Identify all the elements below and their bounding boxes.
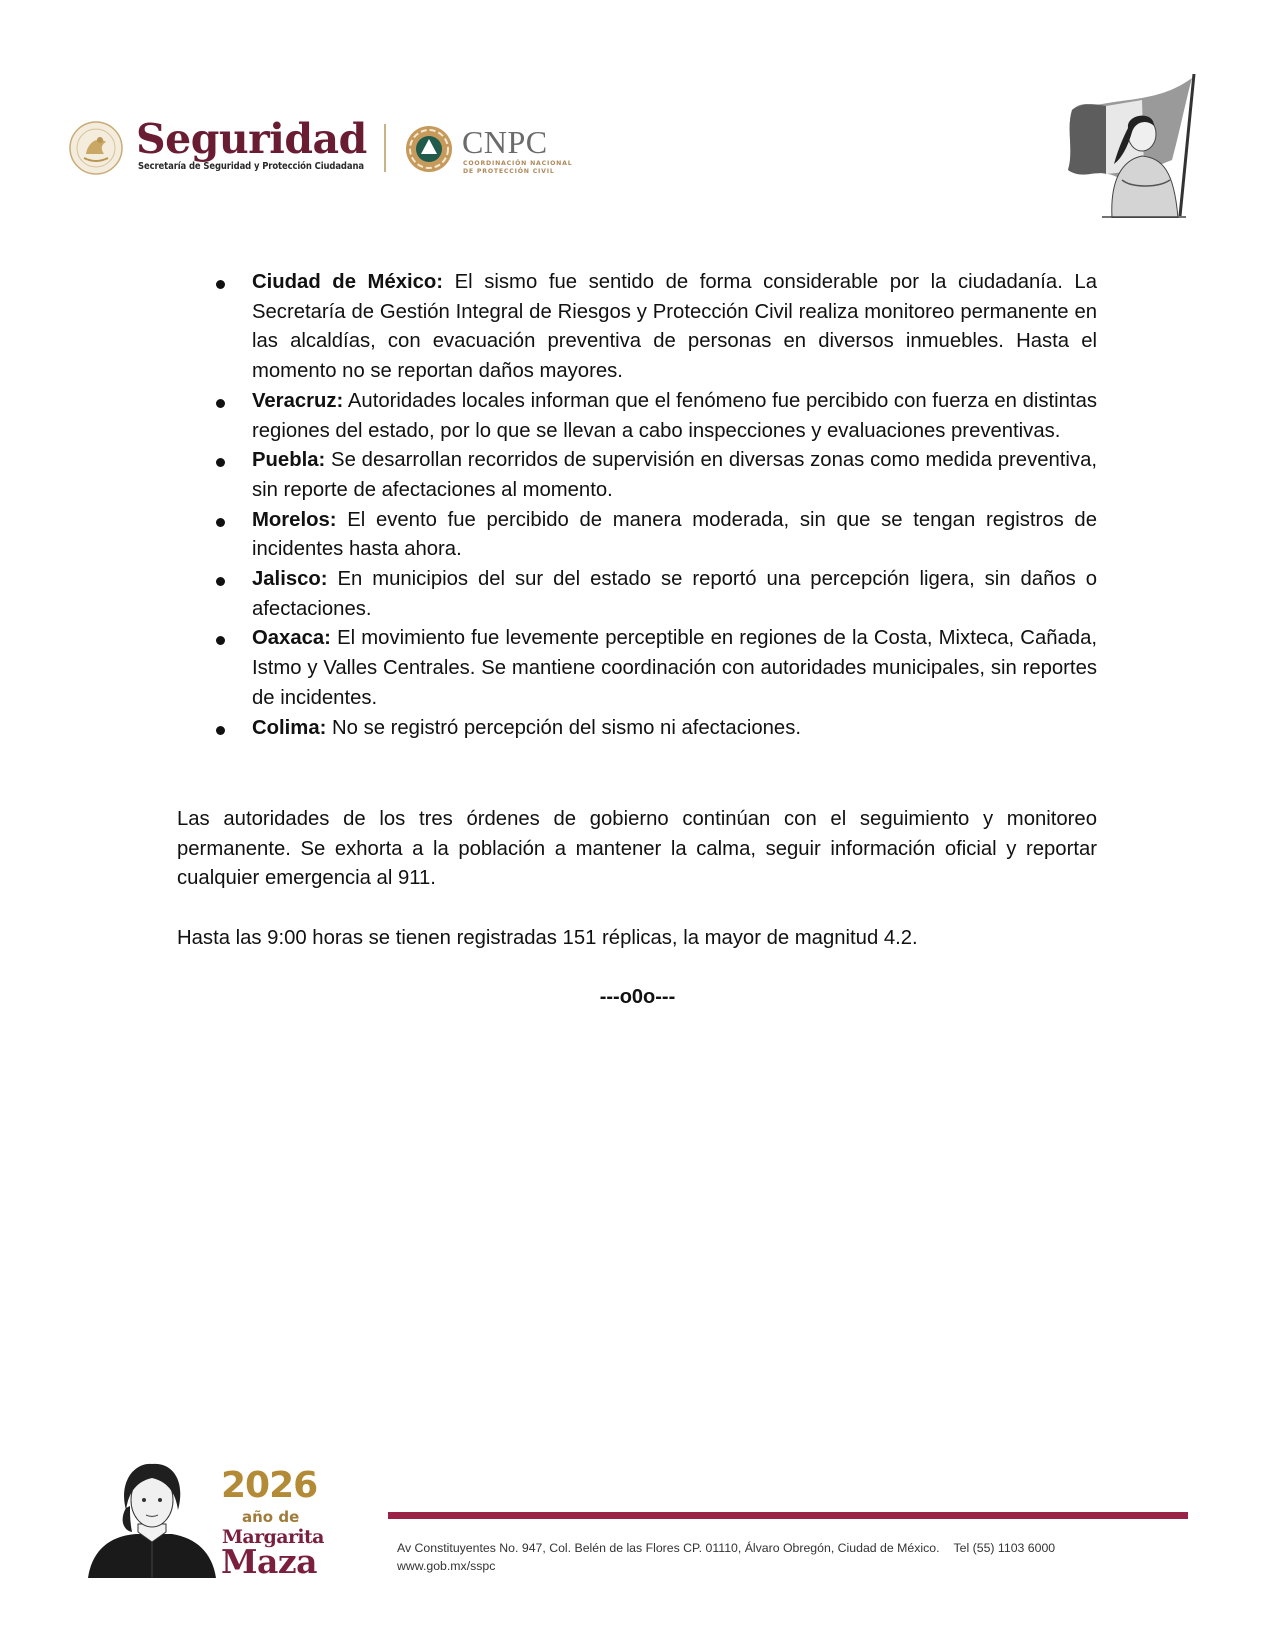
footer-address-line	[397, 1540, 1055, 1556]
list-item-text: No se registró percepción del sismo ni afectaciones.	[326, 716, 801, 739]
list-item-puebla	[177, 446, 1097, 505]
cnpc-logo-subtitle-line1: COORDINACIÓN NACIONAL	[463, 160, 573, 167]
cnpc-logo-title: CNPC	[462, 124, 548, 160]
footer-address: Av Constituyentes No. 947, Col. Belén de las Flores CP. 01110, Álvaro Obregón, Ciudad de México.	[397, 1541, 940, 1555]
header-divider	[384, 124, 386, 172]
footer-url: www.gob.mx/sspc	[397, 1559, 496, 1573]
list-item-label: Ciudad de México:	[252, 271, 444, 293]
list-item-morelos	[177, 506, 1097, 565]
footer-divider	[388, 1512, 1188, 1519]
cnpc-emblem-icon	[404, 124, 454, 174]
aftershocks-paragraph: Hasta las 9:00 horas se tienen registradas 151 réplicas, la mayor de magnitud 4.2.	[177, 927, 918, 949]
woman-with-flag-illustration	[1062, 70, 1207, 218]
year-logo-number: 2026	[221, 1465, 318, 1506]
list-item-text: Autoridades locales informan que el fenómeno fue percibido con fuerza en distintas regiones del estado, por lo que se llevan a cabo inspecciones y evaluaciones preventivas.	[252, 389, 1097, 442]
list-item-oaxaca	[177, 624, 1097, 713]
list-item-text: Se desarrollan recorridos de supervisión en diversas zonas como medida preventiva, sin reporte de afectaciones al momento.	[252, 449, 1097, 501]
bullet-icon	[216, 399, 225, 408]
mexican-coat-of-arms-seal	[68, 120, 124, 176]
monitoring-paragraph: Las autoridades de los tres órdenes de gobierno continúan con el seguimiento y monitoreo permanente. Se exhorta a la población a mantener la calma, seguir información oficial y reportar cualquier emergencia al 911.	[177, 808, 1097, 890]
seguridad-logo-title: Seguridad	[136, 115, 367, 163]
list-item-colima	[177, 714, 1097, 744]
closing-mark: ---o0o---	[599, 986, 676, 1008]
margarita-maza-portrait	[86, 1460, 218, 1580]
year-logo-line3: Maza	[221, 1542, 318, 1581]
list-item-ciudad-de-mexico	[177, 268, 1097, 387]
cnpc-logo-subtitle-line2: DE PROTECCIÓN CIVIL	[463, 168, 555, 175]
year-logo-line2: Margarita	[222, 1526, 324, 1548]
list-item-label: Oaxaca:	[252, 627, 331, 650]
bullet-icon	[216, 458, 225, 467]
list-item-jalisco	[177, 565, 1097, 624]
list-item-label: Morelos:	[252, 508, 337, 531]
list-item-label: Veracruz:	[252, 389, 344, 412]
list-item-label: Jalisco:	[252, 568, 328, 591]
footer-phone: Tel (55) 1103 6000	[953, 1541, 1056, 1555]
bullet-icon	[216, 518, 225, 527]
list-item-label: Colima:	[252, 716, 327, 739]
bullet-icon	[216, 280, 225, 289]
list-item-label: Puebla:	[252, 449, 326, 472]
list-item-text: El sismo fue sentido de forma considerable por la ciudadanía. La Secretaría de Gestión Integral de Riesgos y Protección Civil realiza monitoreo permanente en las alcaldías, con evacuación preventiva de personas en diversos inmuebles. Hasta el momento no se reportan daños mayores.	[252, 271, 1097, 383]
list-item-text: El evento fue percibido de manera moderada, sin que se tengan registros de incidentes hasta ahora.	[252, 508, 1097, 561]
bullet-icon	[216, 726, 225, 735]
state-reports-list	[177, 268, 1097, 743]
list-item-text: En municipios del sur del estado se reportó una percepción ligera, sin daños o afectaciones.	[252, 568, 1097, 620]
bullet-icon	[216, 577, 225, 586]
seguridad-logo-subtitle: Secretaría de Seguridad y Protección Ciudadana	[138, 161, 364, 172]
list-item-veracruz	[177, 387, 1097, 446]
bullet-icon	[216, 636, 225, 645]
year-logo-line1: año de	[242, 1508, 300, 1526]
list-item-text: El movimiento fue levemente perceptible en regiones de la Costa, Mixteca, Cañada, Istmo y Valles Centrales. Se mantiene coordinación con autoridades municipales, sin reportes de incidentes.	[252, 627, 1097, 709]
